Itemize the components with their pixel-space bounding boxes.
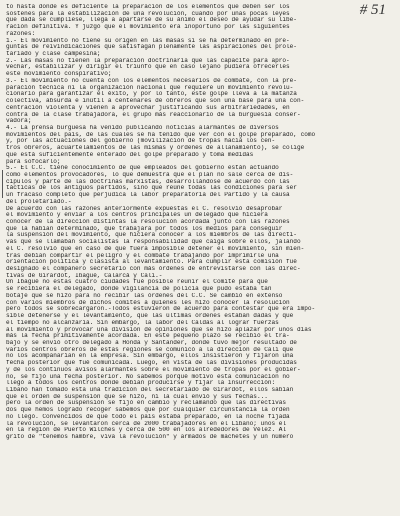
text-line: centración violenta y vienen a aprovechar justificando sus arbitrariedades, en xyxy=(6,104,290,111)
text-line: llegó a todos los centros donde debían producirse y fijar la insurrección: xyxy=(6,380,276,387)
text-line: Líbano han tomado esta una tradición del secretariado de Girardot, ellos sabían xyxy=(6,386,294,393)
text-line: que la habían determinado, que trabajara por todos los medios para conseguir xyxy=(6,225,283,232)
text-line: 5.- El C.C. tiene conocimiento de que empleados del gobierno están actuando xyxy=(6,165,279,172)
text-line: movimientos del país, de las cuales se ha tenido que ver con el golpe preparado, como xyxy=(6,131,316,138)
text-line: la revolución, se levantaron cerca de 2000 trabajadores en el Líbano; unos el xyxy=(6,420,287,427)
text-line: tros obreros, acuartelamientos de las mismas y órdenes de allanamiento), se colige xyxy=(6,145,305,152)
text-line: que el orden de suspensión que se hizo, ni la cual envió y sus fechas... xyxy=(6,393,268,400)
text-line: más la fecha primitivamente acordada. En este pequeño plazo se recibió el tra- xyxy=(6,333,290,340)
text-line: no, se fijó una fecha posterior. No sabemos porqué motivo esta comunicación no xyxy=(6,373,290,380)
text-line: botaje que se hizo para no recibir las órdenes del C.C. Se cambió en extenso xyxy=(6,292,283,299)
text-line: pero todos se sobrecargaron.-Todos estuvieron de acuerdo para contestar que era impo- xyxy=(6,306,316,313)
text-line: varios centros obreros de estas regiones se comunicó a la dirección de Cali que xyxy=(6,346,294,353)
text-line: contra de la clase trabajadora, el grupo más reaccionario de la burguesía conser- xyxy=(6,111,301,118)
text-line: un fracaso completo que perjudica la labor preparatoria del Partido y la causa xyxy=(6,192,290,199)
text-line: grito de "tenemos hambre, viva la revolución" y armados de machetes y un número xyxy=(6,434,294,440)
text-line: fecha posterior que fué comunicada. Luego, en vista de las divisiones producidas xyxy=(6,360,297,367)
text-line: no llegó. Convencidos de que todo el país estaba preparado, en la noche fijada xyxy=(6,413,290,420)
text-line: para sofocarlo; xyxy=(6,158,61,165)
text-line: colectiva, absurda e inútil a centenares de obreros que son una base para una con- xyxy=(6,98,305,105)
text-line: que dada se cumpliese, llega a apartarse de su ánimo el deseo de ayudar su libe- xyxy=(6,17,297,24)
text-line: sible detenerse y el levantamiento, que las últimas órdenes estaban dadas y que xyxy=(6,313,294,320)
text-line: vadora; xyxy=(6,118,32,125)
text-line: al movimiento y provocar una división de opiniones que se hizo aplazar por unos días xyxy=(6,326,312,333)
text-line: tras debían compartir el peligro y el combate trabajando por imprimirle una xyxy=(6,252,279,259)
text-line: la suspensión del movimiento, que hiciera conocer a los miembros de las directi- xyxy=(6,232,297,239)
text-line: designado el compañero secretario con más órdenes de entrevistarse con las direc- xyxy=(6,266,301,273)
text-line: De acuerdo con las razones anteriormente expuestas el C. resolvió desaprobar xyxy=(6,205,283,212)
text-line: y de los continuos avisos alarmantes sobre el movimiento de tropas por el gobier- xyxy=(6,366,301,373)
text-line: 1.- El movimiento no tiene su origen en las masas si se ha determinado en pre- xyxy=(6,37,290,44)
page-number: # 51 xyxy=(359,2,386,18)
text-line: se recibiera el delegado, donde vigilancia de policía que pudo estaba tan xyxy=(6,286,272,293)
text-line: con varios miembros de dichos comités a quienes les hizo conocer la resolución xyxy=(6,299,290,306)
text-line: como elementos provocadores, lo que demuestra que el plan no sale cerca de dis- xyxy=(6,171,294,178)
text-line: cionario para garantizar el éxito, y por lo tanto, este golpe lleva a la matanza xyxy=(6,91,297,98)
text-line: que está suficientemente enterado del golpe preparado y toma medidas xyxy=(6,151,254,158)
text-line: vechar, estabilizar y dirigir el triunfo que en caso lejano pudiera ofrecerles xyxy=(6,64,290,71)
text-line: en la región de Puerto Wilches y cerca de 500 en los alrededores de Vélez. Al xyxy=(6,427,287,434)
body-text xyxy=(6,4,396,514)
text-line: to hasta donde es deficiente la preparación de los elementos que deben ser los xyxy=(6,4,290,10)
text-line: conocer de la dirección distintas la resolución acordada junto con las razones xyxy=(6,219,290,225)
text-line: 2.- Las masas no tienen la preparación doctrinaria que las capacite para apro- xyxy=(6,57,290,64)
text-line: razones: xyxy=(6,30,36,37)
text-line: vas que se llamaban socialistas la responsabilidad que caiga sobre ellos, jalando xyxy=(6,239,301,246)
text-line: Un Ibagué no estas cuatro ciudades fué posible reunir el Comité para que xyxy=(6,279,268,286)
text-line: 3.- El movimiento no cuenta con los elementos necesarios de combate, con la pre- xyxy=(6,77,297,84)
text-line: pero la orden de suspensión se fijó en cambio y reclamando que las directivas xyxy=(6,400,287,407)
text-line: sostenes para la estabilización de una revolución, cuando por unas pocas leyes xyxy=(6,10,290,17)
text-line: y, por las actuaciones del gobierno (movilización de tropas hacia los cen- xyxy=(6,138,276,145)
text-line: cípulos y parte de las doctrinas marxistas, desarrollándose de acuerdo con las xyxy=(6,178,290,185)
text-line: el movimiento y enviar a los centros principales un delegado que hiciera xyxy=(6,212,268,219)
text-line: guntas de reivindicaciones que satisfagan plenamente las aspiraciones del prole- xyxy=(6,44,297,51)
text-line: tivas de Girardot, Ibagué, Calarcá y Cali.- xyxy=(6,272,163,279)
text-line: tácticas de los antiguos partidos, sino que reúne todas las condiciones para ser xyxy=(6,185,297,192)
text-line: no los acompañarían en la empresa. Sin embargo, ellos insistieron y fijaron una xyxy=(6,353,294,360)
text-line: el tiempo no alcanzaría. Sin embargo, la labor del Caldas al lograr fuerzas xyxy=(6,319,279,326)
text-line: tariado y clase campesina; xyxy=(6,51,101,58)
text-line: dos que hemos logrado recoger sabemos que por cualquier circunstancia la orden xyxy=(6,407,290,414)
text-line: del proletariado.- xyxy=(6,198,72,205)
text-line: orientación política y clasista al levantamiento. Para cumplir esta comisión fué xyxy=(6,259,297,266)
text-line: 4.- La prensa burguesa ha venido publicando noticias alarmantes de diversos xyxy=(6,124,279,131)
text-line: este movimiento conspirativo; xyxy=(6,71,112,78)
text-line: el C. resolvió que en caso de que fuera imposible detener el movimiento, sin mien- xyxy=(6,245,305,252)
text-line: paración técnica ni la organización nacional que requiere un movimiento revolu- xyxy=(6,84,294,91)
text-line: bajo y se envió otro delegado a Honda y Santander, donde tuvo mejor resultado de xyxy=(6,339,297,346)
text-line: ración definitiva. Y juzgó que el movimiento era inoportuno por las siguientes xyxy=(6,24,290,31)
